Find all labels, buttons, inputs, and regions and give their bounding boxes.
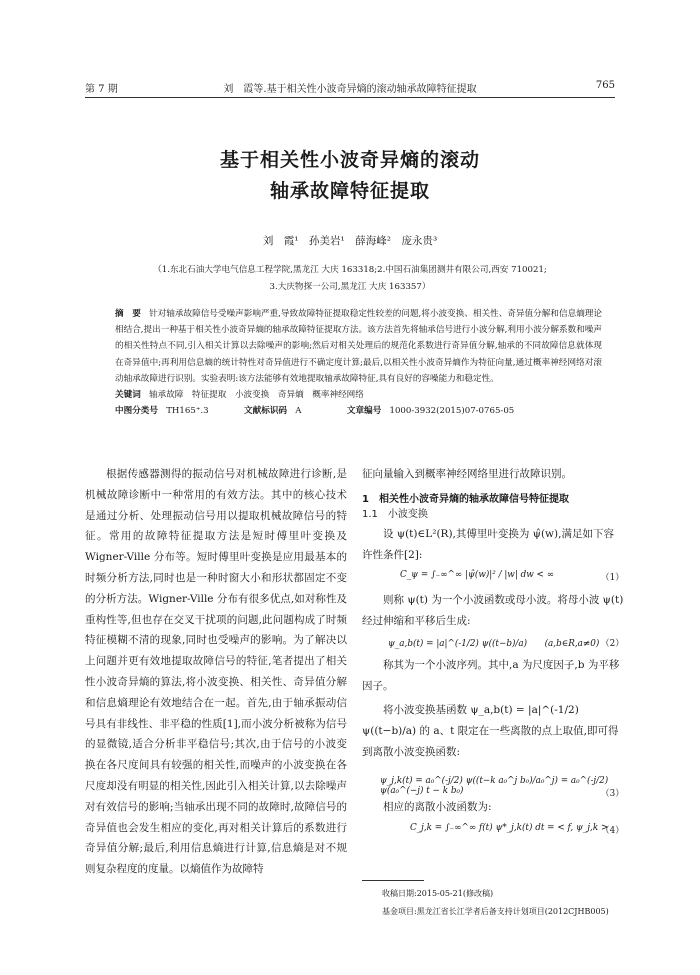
issue-number: 第 7 期 (85, 84, 118, 95)
equation-1-body: C_ψ = ∫₋∞^∞ |ψ̂(w)|² / |w| dw < ∞ (400, 570, 555, 580)
equation-1 (400, 570, 624, 583)
right-column-text1: 征向量输入到概率神经网络里进行故障识别。 (362, 468, 572, 480)
equation-2-body: ψ_a,b(t) = |a|^(-1/2) ψ((t−b)/a) (a,b∈R,a≠0) (388, 639, 600, 649)
paragraph-discrete-function: 相应的离散小波函数为: (383, 801, 492, 813)
equation-4 (410, 823, 624, 836)
paragraph-admissibility: 设 ψ(t)∈L²(R),其傅里叶变换为 ψ̂(w),满足如下容许性条件[2]: (362, 528, 614, 561)
keywords (115, 387, 602, 403)
article-id-label: 文章编号 (346, 406, 382, 417)
abstract-label: 摘 要 (115, 309, 141, 319)
keywords-label: 关键词 (115, 390, 141, 401)
equation-1-number: （1） (600, 573, 624, 583)
clc-label: 中图分类号 (115, 406, 158, 417)
authors: 刘 霞¹ 孙美岩¹ 薛海峰² 庞永贵³ (262, 235, 438, 247)
paragraph-discrete: 将小波变换基函数 ψ_a,b(t) = |a|^(-1/2) ψ((t−b)/a) 的 a、t 限定在一些离散的点上取值,即可得到离散小波变换函数: (362, 704, 619, 758)
affiliation-line2: 3.大庆物探一公司,黑龙江 大庆 163357） (269, 282, 431, 292)
paper-title-line1: 基于相关性小波奇异熵的滚动 (219, 149, 480, 171)
paragraph-wavelet-sequence: 称其为一个小波序列。其中,a 为尺度因子,b 为平移因子。 (362, 659, 620, 692)
affiliation-line1: （1.东北石油大学电气信息工程学院,黑龙江 大庆 163318;2.中国石油集团测井有限公司,西安 710021; (153, 265, 547, 275)
page-number: 765 (595, 80, 615, 91)
classification-row (115, 403, 602, 419)
abstract-text: 针对轴承故障信号受噪声影响严重,导致故障特征提取稳定性较差的问题,将小波变换、相关性、奇异值分解和信息熵理论相结合,提出一种基于相关性小波奇异熵的轴承故障特征提取方法。该方法首先将轴承信号进行小波分解,利用小波分解系数和噪声的相关性特点不同,引入相关计算以去除噪声的影响;然后对相关处理后的规范化系数进行奇异值分解,轴承的不同故障信息就体现在奇异值中;再利用信息熵的统计特性对奇异值进行不确定度计算;最后,以相关性小波奇异熵作为特征向量,通过概率神经网络对滚动轴承故障进行识别。实验表明:该方法能够有效地提取轴承故障特征,具有良好的容噪能力和稳定性。 (115, 309, 602, 384)
paper-title-line2: 轴承故障特征提取 (269, 180, 430, 202)
article-id-value: 1000-3932(2015)07-0765-05 (389, 406, 515, 417)
running-title: 刘 霞等.基于相关性小波奇异熵的滚动轴承故障特征提取 (223, 84, 477, 95)
abstract (115, 306, 602, 387)
keywords-text: 轴承故障 特征提取 小波变换 奇异熵 概率神经网络 (149, 390, 364, 401)
clc-value: TH165⁺.3 (166, 406, 209, 417)
paragraph-mother-wavelet: 则称 ψ(t) 为一个小波函数或母小波。将母小波 ψ(t) 经过伸缩和平移后生成: (362, 594, 624, 627)
equation-4-number: （4） (600, 826, 624, 836)
doc-code-label: 文献标识码 (244, 406, 288, 417)
fund-project: 基金项目:黑龙江省长江学者后备支持计划项目(2012CJHB005) (382, 907, 609, 916)
doc-code-value: A (295, 406, 302, 417)
footnote-rule (362, 880, 424, 881)
equation-3-number: （3） (600, 789, 624, 799)
equation-3-body: ψ_j,k(t) = a₀^(-j/2) ψ((t−k a₀^j b₀)/a₀^j) = a₀^(-j/2) ψ(a₀^(−j) t − k b₀) (380, 776, 609, 796)
section-1-heading: 1 相关性小波奇异熵的轴承故障信号特征提取 (362, 494, 569, 505)
header-rule (85, 97, 615, 98)
abstract-block (115, 306, 602, 419)
intro-paragraph: 根据传感器测得的振动信号对机械故障进行诊断,是机械故障诊断中一种常用的有效方法。其中的核心技术是通过分析、处理振动信号用以提取机械故障信号的特征。常用的故障特征提取方法是短时傅里叶变换及 Wigner-Ville 分布等。短时傅里叶变换是应用最基本的时频分析方法,同时也是一种时窗大小和形状都固定不变的分析方法。Wigner-Ville 分布有很多优点,如对称性及重构性等,但也存在交叉干扰项的问题,此问题构成了时频特征模糊不清的现象,同时也受噪声的影响。为了解决以上问题并更有效地提取故障信号的特征,笔者提出了相关性小波奇异熵的算法,将小波变换、相关性、奇异值分解和信息熵理论有效地结合在一起。首先,由于轴承振动信号具有非线性、非平稳的性质[1],而小波分析被称为信号的显微镜,适合分析非平稳信号;其次,由于信号的小波变换在各尺度间具有较强的相关性,而噪声的小波变换在各尺度却没有明显的相关性,因此引入相关计算,以去除噪声对有效信号的影响;当轴承出现不同的故障时,故障信号的奇异值也会发生相应的变化,再对相关计算后的系数进行奇异值分解;最后,利用信息熵进行计算,信息熵是对不规则复杂程度的度量。以熵值作为故障特 (85, 468, 347, 876)
left-column (85, 464, 347, 880)
section-1-1-heading: 1.1 小波变换 (362, 509, 428, 520)
equation-2 (388, 636, 624, 649)
equation-4-body: C_j,k = ∫₋∞^∞ f(t) ψ*_j,k(t) dt = < f, ψ_j,k > (410, 823, 609, 833)
equation-3 (380, 776, 624, 799)
equation-2-number: （2） (600, 639, 624, 649)
received-date: 收稿日期:2015-05-21(修改稿) (382, 889, 494, 898)
